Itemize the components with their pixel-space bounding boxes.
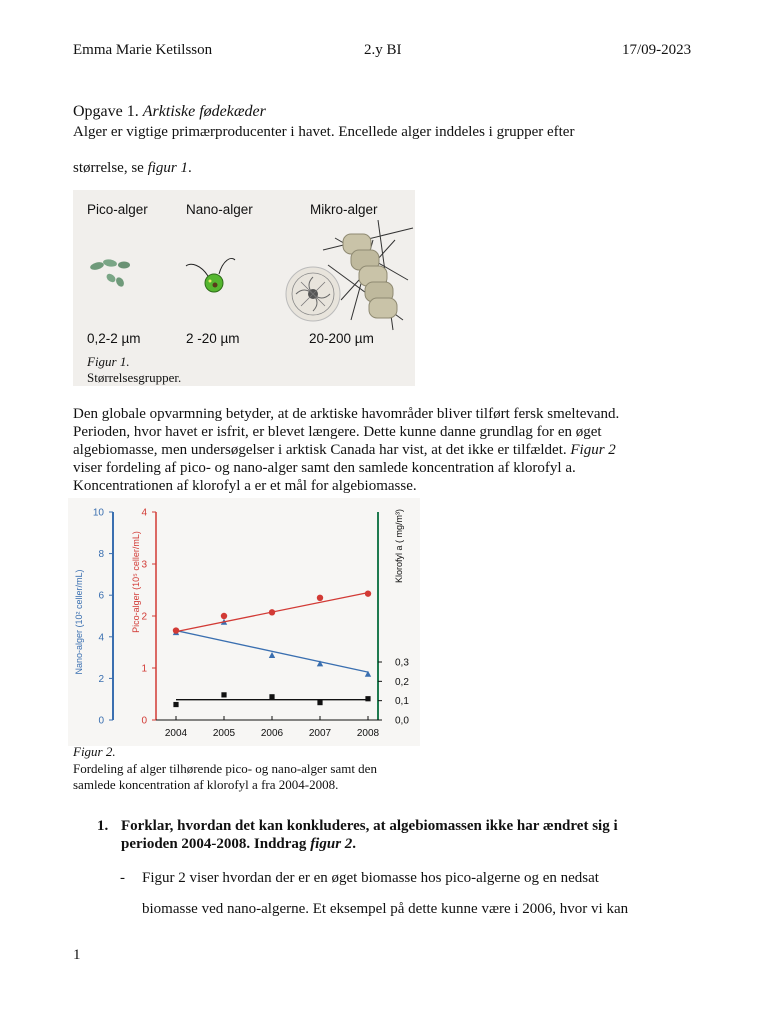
x-tick-label: 2004 bbox=[164, 728, 188, 739]
figure-1 bbox=[73, 190, 415, 386]
figure1-caption-text: Størrelsesgrupper. bbox=[87, 370, 182, 385]
pico-alger-tick-label: 2 bbox=[141, 611, 147, 623]
header-author: Emma Marie Ketilsson bbox=[73, 42, 213, 58]
pico-alger-point-2007 bbox=[317, 595, 323, 601]
klorofyl-a-point-2008 bbox=[365, 696, 370, 701]
pico-algae-icon bbox=[89, 258, 130, 288]
question-line-1: Forklar, hvordan det kan konkluderes, at algebiomassen ikke har ændret sig i bbox=[121, 818, 618, 834]
chlorophyll-tick-label: 0,0 bbox=[395, 715, 409, 727]
nano-axis-title: Nano-alger (10² celler/mL) bbox=[74, 569, 84, 675]
page-number: 1 bbox=[73, 947, 81, 963]
mikro-algae-chain-icon bbox=[323, 220, 413, 330]
figure1-label-pico: Pico-alger bbox=[87, 202, 148, 217]
figure1-size-nano: 2 -20 µm bbox=[186, 331, 240, 346]
nano-alger-tick-label: 8 bbox=[98, 549, 104, 561]
pico-alger-tick-label: 4 bbox=[141, 507, 147, 519]
answer-line-2: biomasse ved nano-algerne. Et eksempel på dette kunne være i 2006, hvor vi kan bbox=[142, 901, 629, 917]
figure1-caption-label: Figur 1. bbox=[87, 354, 130, 369]
paragraph2-line-5: Koncentrationen af klorofyl a er et mål for algebiomasse. bbox=[73, 478, 417, 494]
chlorophyll-tick-label: 0,3 bbox=[395, 657, 409, 669]
answer-bullet: - bbox=[120, 870, 125, 886]
x-tick-label: 2008 bbox=[356, 728, 380, 739]
nano-alger-tick-label: 4 bbox=[98, 632, 104, 644]
nano-alger-tick-label: 6 bbox=[98, 590, 104, 602]
intro-line-2: størrelse, se figur 1. bbox=[73, 160, 192, 176]
question-line-2: perioden 2004-2008. Inddrag figur 2. bbox=[121, 836, 357, 852]
figure2-caption-line-1: Fordeling af alger tilhørende pico- og nano-alger samt den bbox=[73, 761, 377, 776]
x-tick-label: 2005 bbox=[212, 728, 236, 739]
intro-line-1: Alger er vigtige primærproducenter i havet. Encellede alger inddeles i grupper efter bbox=[73, 124, 575, 140]
figure2-caption-label: Figur 2. bbox=[73, 744, 116, 759]
pico-axis-title: Pico-alger (10⁵ celler/mL) bbox=[131, 531, 141, 633]
paragraph2-line-3: algebiomasse, men undersøgelser i arktisk Canada har vist, at det ikke er tilfældet. Figur 2 bbox=[73, 442, 616, 458]
chlorophyll-tick-label: 0,1 bbox=[395, 696, 409, 708]
mikro-algae-icon bbox=[286, 267, 340, 321]
chlorophyll-tick-label: 0,2 bbox=[395, 676, 409, 688]
paragraph2-line-4: viser fordeling af pico- og nano-alger samt den samlede koncentration af klorofyl a. bbox=[73, 460, 576, 476]
question-number: 1. bbox=[97, 818, 109, 834]
pico-alger-point-2006 bbox=[269, 609, 275, 615]
pico-alger-point-2004 bbox=[173, 627, 179, 633]
algae-illustrations bbox=[73, 220, 415, 332]
paragraph2-line-2: Perioden, hvor havet er isfrit, er blevet længere. Dette kunne danne grundlag for en øget bbox=[73, 424, 602, 440]
assignment-title: Opgave 1. Arktiske fødekæder bbox=[73, 103, 266, 120]
pico-alger-point-2005 bbox=[221, 613, 227, 619]
klorofyl-a-point-2006 bbox=[269, 694, 274, 699]
answer-line-1: Figur 2 viser hvordan der er en øget biomasse hos pico-algerne og en nedsat bbox=[142, 870, 599, 886]
figure1-size-mikro: 20-200 µm bbox=[309, 331, 374, 346]
nano-algae-icon bbox=[186, 259, 235, 292]
klorofyl-a-point-2004 bbox=[173, 702, 178, 707]
nano-alger-tick-label: 10 bbox=[92, 507, 104, 519]
pico-alger-tick-label: 1 bbox=[141, 663, 147, 675]
figure1-size-pico: 0,2-2 µm bbox=[87, 331, 141, 346]
figure1-label-mikro: Mikro-alger bbox=[310, 202, 378, 217]
paragraph2-line-1: Den globale opvarmning betyder, at de arktiske havområder bliver tilført fersk smeltevand. bbox=[73, 406, 620, 422]
klorofyl-a-point-2005 bbox=[221, 692, 226, 697]
pico-alger-point-2008 bbox=[365, 590, 371, 596]
nano-alger-tick-label: 2 bbox=[98, 673, 104, 685]
figure2-caption-line-2: samlede koncentration af klorofyl a fra 2004-2008. bbox=[73, 777, 339, 792]
pico-alger-tick-label: 0 bbox=[141, 715, 147, 727]
figure-2-chart bbox=[68, 498, 420, 746]
x-tick-label: 2006 bbox=[260, 728, 284, 739]
pico-alger-tick-label: 3 bbox=[141, 559, 147, 571]
x-tick-label: 2007 bbox=[308, 728, 332, 739]
klorofyl-a-point-2007 bbox=[317, 700, 322, 705]
nano-alger-tick-label: 0 bbox=[98, 715, 104, 727]
chlorophyll-axis-title: Klorofyl a ( mg/m³) bbox=[394, 508, 404, 584]
header-date: 17/09-2023 bbox=[622, 42, 692, 58]
figure1-label-nano: Nano-alger bbox=[186, 202, 253, 217]
header-class: 2.y BI bbox=[364, 42, 402, 58]
